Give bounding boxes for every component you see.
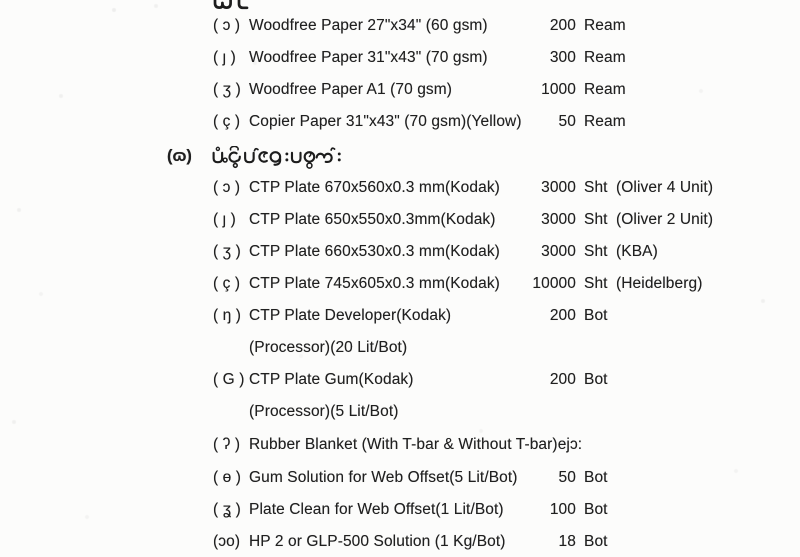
- item-number-myanmar: ( ʔ ): [213, 436, 241, 453]
- item-machine-note: (Oliver 2 Unit): [616, 211, 714, 228]
- item-description: CTP Plate Developer(Kodak): [249, 307, 452, 324]
- item-description: CTP Plate 650x550x0.3mm(Kodak): [249, 211, 496, 228]
- item-row: [0, 533, 800, 557]
- item-number-myanmar: (ɔo): [213, 533, 241, 550]
- clipped-word-fragment: [213, 0, 249, 10]
- item-number-myanmar: ( ʓ ): [213, 501, 241, 518]
- item-number-myanmar: ( ɔ ): [213, 17, 241, 34]
- item-quantity: 200: [549, 307, 576, 324]
- item-unit: Bot: [584, 469, 608, 486]
- item-row: [0, 81, 800, 105]
- item-description: Plate Clean for Web Offset(1 Lit/Bot): [249, 501, 504, 518]
- item-row: [0, 179, 800, 203]
- item-unit: Bot: [584, 307, 608, 324]
- section-title-myanmar: [211, 146, 344, 169]
- section-header: [0, 144, 800, 172]
- item-row: [0, 113, 800, 137]
- item-description: CTP Plate Gum(Kodak): [249, 371, 414, 388]
- item-number-myanmar: ( ç ): [213, 275, 241, 292]
- item-quantity: 18: [558, 533, 576, 550]
- item-description: Woodfree Paper A1 (70 gsm): [249, 81, 453, 98]
- section-label-myanmar: (ɷ): [167, 147, 192, 165]
- item-description-continued: (Processor)(5 Lit/Bot): [249, 403, 399, 420]
- item-unit: Sht: [584, 243, 608, 260]
- item-quantity: 50: [558, 469, 576, 486]
- item-row: [0, 17, 800, 41]
- item-row: [0, 307, 800, 331]
- item-description: CTP Plate 745x605x0.3 mm(Kodak): [249, 275, 500, 292]
- item-row: [0, 501, 800, 525]
- item-number-myanmar: ( G ): [213, 371, 245, 388]
- item-quantity: 10000: [532, 275, 576, 292]
- item-machine-note: (KBA): [616, 243, 658, 260]
- item-unit: Sht: [584, 275, 608, 292]
- item-number-myanmar: ( ө ): [213, 469, 242, 486]
- item-number-myanmar: ( ʒ ): [213, 81, 241, 98]
- item-number-myanmar: ( ʒ ): [213, 243, 241, 260]
- item-description: CTP Plate 670x560x0.3 mm(Kodak): [249, 179, 500, 196]
- item-description: Gum Solution for Web Offset(5 Lit/Bot): [249, 469, 518, 486]
- item-unit: Ream: [584, 81, 626, 98]
- item-quantity: 3000: [541, 211, 576, 228]
- item-unit: Bot: [584, 371, 608, 388]
- item-quantity: 1000: [541, 81, 576, 98]
- item-row: [0, 469, 800, 493]
- item-row: [0, 436, 800, 460]
- item-description: Copier Paper 31"x43" (70 gsm)(Yellow): [249, 113, 522, 130]
- item-unit: Ream: [584, 113, 626, 130]
- item-row: [0, 49, 800, 73]
- item-unit: Bot: [584, 501, 608, 518]
- item-number-myanmar: ( ɔ ): [213, 179, 241, 196]
- item-number-myanmar: ( ȷ ): [213, 49, 236, 66]
- item-quantity: 3000: [541, 243, 576, 260]
- item-row: [0, 371, 800, 395]
- item-description: CTP Plate 660x530x0.3 mm(Kodak): [249, 243, 500, 260]
- item-row: [0, 275, 800, 299]
- item-machine-note: (Heidelberg): [616, 275, 703, 292]
- item-continuation-row: [0, 339, 800, 363]
- item-description: Woodfree Paper 27"x34" (60 gsm): [249, 17, 488, 34]
- item-quantity: 200: [549, 371, 576, 388]
- item-description: HP 2 or GLP-500 Solution (1 Kg/Bot): [249, 533, 506, 550]
- scan-noise-specks: [0, 0, 2, 2]
- item-unit: Sht: [584, 211, 608, 228]
- item-quantity: 300: [549, 49, 576, 66]
- item-quantity: 50: [558, 113, 576, 130]
- item-row: [0, 243, 800, 267]
- item-description: Rubber Blanket (With T-bar & Without T-bar): [249, 436, 558, 453]
- item-quantity: 200: [549, 17, 576, 34]
- item-description: Woodfree Paper 31"x43" (70 gsm): [249, 49, 488, 66]
- item-machine-note: (Oliver 4 Unit): [616, 179, 714, 196]
- item-number-myanmar: ( ç ): [213, 113, 241, 130]
- item-unit: Sht: [584, 179, 608, 196]
- item-suffix-myanmar: ejɔ:: [557, 436, 583, 453]
- item-quantity: 3000: [541, 179, 576, 196]
- item-continuation-row: [0, 403, 800, 427]
- item-quantity: 100: [549, 501, 576, 518]
- item-number-myanmar: ( ŋ ): [213, 307, 242, 324]
- item-row: [0, 211, 800, 235]
- item-description-continued: (Processor)(20 Lit/Bot): [249, 339, 408, 356]
- item-unit: Ream: [584, 49, 626, 66]
- item-unit: Ream: [584, 17, 626, 34]
- item-unit: Bot: [584, 533, 608, 550]
- item-number-myanmar: ( ȷ ): [213, 211, 236, 228]
